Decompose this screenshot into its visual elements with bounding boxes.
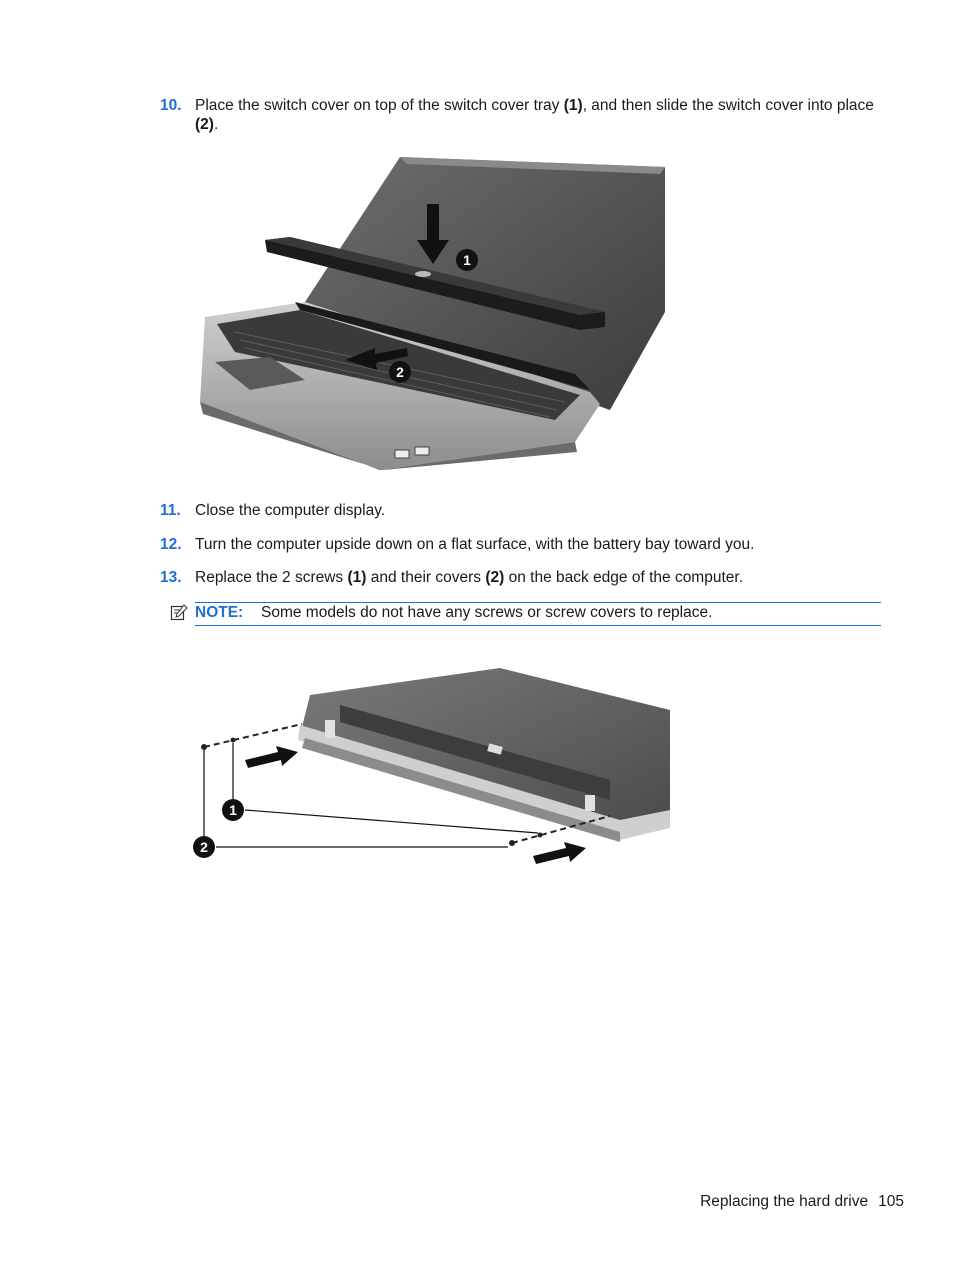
- callout-1: [456, 249, 478, 271]
- callout-2: [389, 361, 411, 383]
- step-text: Turn the computer upside down on a flat surface, with the battery bay toward you.: [195, 536, 755, 553]
- callout-1: [222, 799, 244, 821]
- step-number: 13.: [160, 569, 182, 586]
- note-box: [195, 602, 881, 626]
- step-number: 10.: [160, 97, 182, 114]
- svg-text:1: 1: [229, 802, 237, 818]
- note-pencil-icon: [170, 604, 188, 627]
- screws-illustration: [190, 660, 680, 875]
- switch-cover-illustration: [195, 152, 675, 472]
- step-text: Close the computer display.: [195, 502, 386, 519]
- callout-2: [193, 836, 215, 858]
- svg-text:2: 2: [396, 364, 404, 380]
- step-text: Replace the 2 screws (1) and their covers (2) on the back edge of the computer.: [195, 569, 744, 586]
- note-text: Some models do not have any screws or screw covers to replace.: [261, 604, 713, 621]
- svg-text:2: 2: [200, 839, 208, 855]
- svg-text:1: 1: [463, 252, 471, 268]
- page-number: 105: [878, 1193, 904, 1210]
- step-number: 12.: [160, 536, 182, 553]
- note-label: NOTE:: [195, 604, 244, 621]
- page-footer: [690, 1193, 904, 1211]
- footer-section-title: Replacing the hard drive: [700, 1193, 869, 1210]
- step-text: Place the switch cover on top of the switch cover tray (1), and then slide the switch cover into place (2).: [195, 97, 874, 133]
- step-number: 11.: [160, 502, 181, 519]
